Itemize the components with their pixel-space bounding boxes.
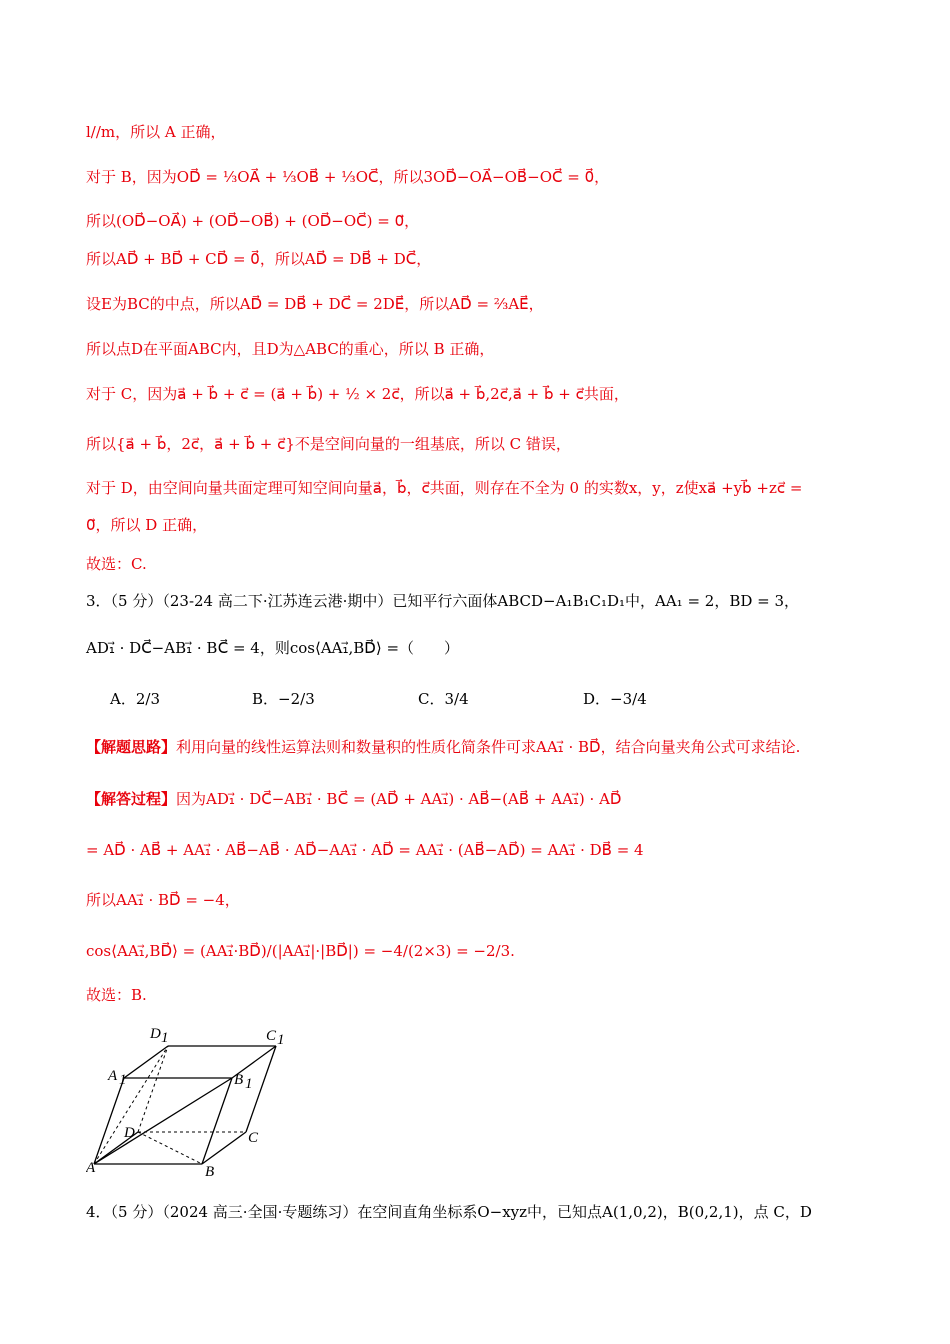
option-d [583,688,647,709]
subscript: 1 [161,1030,169,1046]
option-label: A． [110,690,136,708]
solution-line: cos⟨AA₁⃗,BD⃗⟩ = (AA₁⃗·BD⃗)/(|AA₁⃗|·|BD⃗|) = −4/(2×3) = −2/3. [86,942,515,960]
hidden-edge-ad1 [94,1046,168,1164]
edge-aa1 [94,1078,124,1164]
vertex-label-d1: D [150,1026,161,1042]
option-label: B． [252,690,279,708]
hidden-edge-db [138,1132,202,1164]
solution-line: 对于 D，由空间向量共面定理可知空间向量a⃗，b⃗，c⃗共面，则存在不全为 0 的实数x，y，z使xa⃗ +yb⃗ +zc⃗ = [86,479,803,497]
solution-line: 对于 C，因为a⃗ + b⃗ + c⃗ = (a⃗ + b⃗) + ½ × 2c⃗，所以a⃗ + b⃗,2c⃗,a⃗ + b⃗ + c⃗共面， [86,385,629,403]
edge-bb1 [202,1078,232,1164]
solution-line: = AD⃗ · AB⃗ + AA₁⃗ · AB⃗−AB⃗ · AD⃗−AA₁⃗ · AD⃗ = AA₁⃗ · (AB⃗−AD⃗) = AA₁⃗ · DB⃗ = 4 [86,841,644,859]
solution-line: 所以点D在平面ABC内，且D为△ABC的重心，所以 B 正确， [86,340,495,358]
option-c [418,688,469,709]
answer-line: 故选：C. [86,555,147,573]
option-a [110,688,160,709]
answer-line: 故选：B. [86,986,147,1004]
question-stem: 4．（5 分）（2024 高三·全国·专题练习）在空间直角坐标系O−xyz中，已知点A(1,0,2)，B(0,2,1)，点 C，D [86,1203,812,1221]
option-value: 2/3 [135,690,160,708]
solution-line: 设E为BC的中点，所以AD⃗ = DB⃗ + DC⃗ = 2DE⃗，所以AD⃗ = ⅔AE⃗， [86,295,544,313]
subscript: 1 [245,1076,253,1092]
solution-idea [86,737,800,757]
option-value: −3/4 [610,690,647,708]
solution-line: 所以AA₁⃗ · BD⃗ = −4， [86,891,240,909]
edge-a1d1 [124,1046,168,1078]
option-label: D． [583,690,611,708]
parallelepiped-figure [86,1022,286,1182]
process-tag: 【解答过程】 [86,790,177,808]
diagonal-ab1 [94,1078,232,1164]
idea-text: 利用向量的线性运算法则和数量积的性质化简条件可求AA₁⃗ · BD⃗，结合向量夹角公式可求结论. [176,738,801,756]
solution-line: l//m，所以 A 正确， [86,123,226,141]
option-label: C． [418,690,445,708]
edge-bc [202,1132,246,1164]
question-stem: AD₁⃗ · DC⃗−AB₁⃗ · BC⃗ = 4，则cos⟨AA₁⃗,BD⃗⟩ =（ ） [86,639,460,657]
solution-line: 0⃗，所以 D 正确， [86,516,208,534]
vertex-label-c1: C [266,1028,277,1044]
option-value: −2/3 [278,690,315,708]
vertex-label-c: C [248,1130,259,1146]
process-text: 因为AD₁⃗ · DC⃗−AB₁⃗ · BC⃗ = (AD⃗ + AA₁⃗) · AB⃗−(AB⃗ + AA₁⃗) · AD⃗ [176,790,622,808]
solution-process [86,789,621,809]
solution-line: 对于 B，因为OD⃗ = ⅓OA⃗ + ⅓OB⃗ + ⅓OC⃗，所以3OD⃗−OA⃗−OB⃗−OC⃗ = 0⃗， [86,168,610,186]
question-stem: 3．（5 分）（23-24 高二下·江苏连云港·期中）已知平行六面体ABCD−A₁B₁C₁D₁中，AA₁ = 2，BD = 3， [86,592,800,610]
subscript: 1 [277,1032,285,1048]
hidden-edge-dd1 [138,1046,168,1132]
solution-line: 所以{a⃗ + b⃗，2c⃗，a⃗ + b⃗ + c⃗}不是空间向量的一组基底，所以 C 错误， [86,435,571,453]
solution-line: 所以(OD⃗−OA⃗) + (OD⃗−OB⃗) + (OD⃗−OC⃗) = 0⃗， [86,212,420,230]
option-value: 3/4 [444,690,469,708]
vertex-label-d: D [124,1125,135,1141]
option-b [252,688,315,709]
vertex-label-a: A [86,1160,96,1176]
vertex-label-a1: A [108,1068,118,1084]
vertex-label-b: B [205,1164,215,1180]
idea-tag: 【解题思路】 [86,738,177,756]
solution-line: 所以AD⃗ + BD⃗ + CD⃗ = 0⃗，所以AD⃗ = DB⃗ + DC⃗， [86,250,432,268]
vertex-label-b1: B [234,1072,244,1088]
subscript: 1 [119,1072,127,1088]
